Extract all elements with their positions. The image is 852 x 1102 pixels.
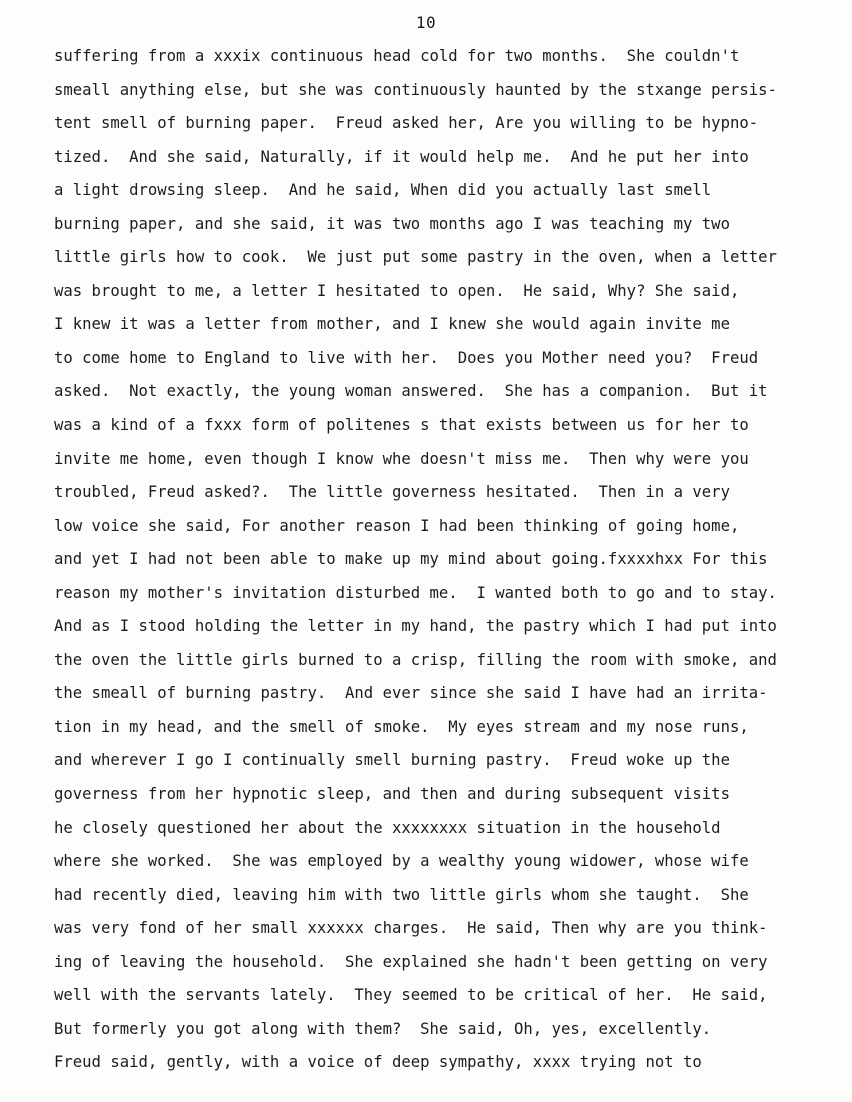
- text-line: he closely questioned her about the xxxxxxxx situation in the household: [54, 818, 721, 837]
- text-line: had recently died, leaving him with two little girls whom she taught. She: [54, 885, 749, 904]
- text-line: governess from her hypnotic sleep, and then and during subsequent visits: [54, 785, 730, 804]
- text-line: and wherever I go I continually smell burning pastry. Freud woke up the: [54, 751, 730, 770]
- text-line: invite me home, even though I know whe doesn't miss me. Then why were you: [54, 449, 749, 468]
- text-line: where she worked. She was employed by a wealthy young widower, whose wife: [54, 852, 749, 871]
- text-line: But formerly you got along with them? She said, Oh, yes, excellently.: [54, 1019, 712, 1038]
- text-line: asked. Not exactly, the young woman answered. She has a companion. But it: [54, 382, 768, 401]
- text-line: reason my mother's invitation disturbed me. I wanted both to go and to stay.: [54, 583, 777, 602]
- text-line: low voice she said, For another reason I had been thinking of going home,: [54, 516, 740, 535]
- text-line: and yet I had not been able to make up my mind about going.fxxxxhxx For this: [54, 550, 768, 569]
- text-line: burning paper, and she said, it was two months ago I was teaching my two: [54, 214, 730, 233]
- text-line: was brought to me, a letter I hesitated to open. He said, Why? She said,: [54, 281, 740, 300]
- text-line: Freud said, gently, with a voice of deep sympathy, xxxx trying not to: [54, 1053, 702, 1072]
- text-line: ing of leaving the household. She explained she hadn't been getting on very: [54, 952, 768, 971]
- text-line: I knew it was a letter from mother, and I knew she would again invite me: [54, 315, 730, 334]
- text-line: a light drowsing sleep. And he said, When did you actually last smell: [54, 181, 712, 200]
- text-line: tion in my head, and the smell of smoke. My eyes stream and my nose runs,: [54, 717, 749, 736]
- text-line: well with the servants lately. They seemed to be critical of her. He said,: [54, 986, 768, 1005]
- text-line: the oven the little girls burned to a crisp, filling the room with smoke, and: [54, 650, 777, 669]
- text-line: And as I stood holding the letter in my hand, the pastry which I had put into: [54, 617, 777, 636]
- text-line: tized. And she said, Naturally, if it would help me. And he put her into: [54, 147, 749, 166]
- text-line: was very fond of her small xxxxxx charges. He said, Then why are you think-: [54, 919, 768, 938]
- text-line: was a kind of a fxxx form of politenes s that exists between us for her to: [54, 416, 749, 435]
- text-line: little girls how to cook. We just put some pastry in the oven, when a letter: [54, 248, 777, 267]
- page-number: 10: [415, 13, 437, 32]
- page-body: [54, 45, 844, 1085]
- text-line: the smeall of burning pastry. And ever since she said I have had an irrita-: [54, 684, 768, 703]
- text-line: to come home to England to live with her. Does you Mother need you? Freud: [54, 348, 759, 367]
- text-line: smeall anything else, but she was continuously haunted by the stxange persis-: [54, 80, 777, 99]
- text-line: suffering from a xxxix continuous head cold for two months. She couldn't: [54, 47, 740, 65]
- text-line: troubled, Freud asked?. The little governess hesitated. Then in a very: [54, 483, 730, 502]
- text-line: tent smell of burning paper. Freud asked her, Are you willing to be hypno-: [54, 114, 759, 133]
